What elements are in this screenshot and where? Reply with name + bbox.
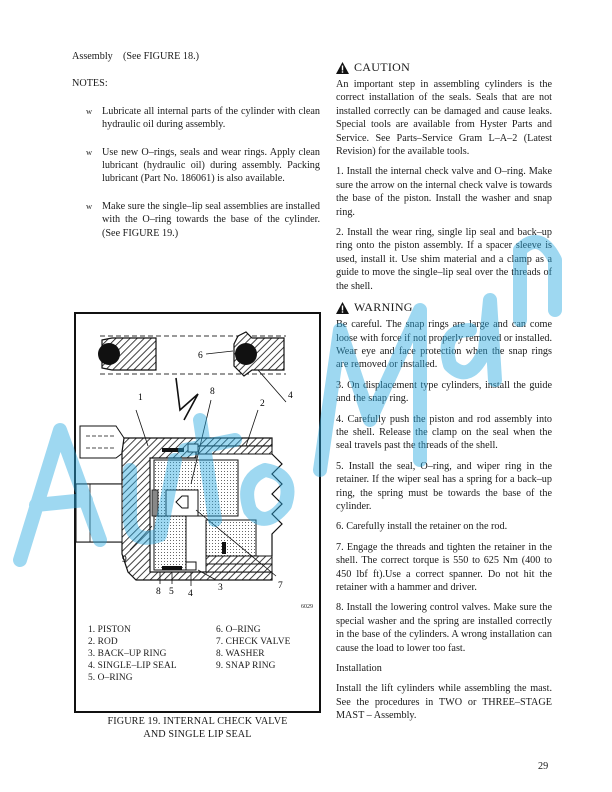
callout-4: 4 bbox=[288, 391, 293, 401]
legend-item: 1. PISTON bbox=[88, 625, 131, 635]
left-column bbox=[72, 50, 320, 254]
installation-heading: Installation bbox=[336, 663, 382, 675]
step-6: 6. Carefully install the retainer on the rod. bbox=[336, 521, 508, 533]
step-7: 7. Engage the threads and tighten the retainer in the shell. The correct torque is 550 to 625 Nm (400 to 450 lbf ft).Use a correct spanner. Do not hit the retainer with a hammer and driver. bbox=[336, 541, 552, 593]
callout-1: 1 bbox=[138, 393, 143, 403]
step-3: 3. On displacement type cylinders, install the guide and the snap ring. bbox=[336, 379, 552, 405]
cylinder-cross-section-drawing bbox=[76, 314, 319, 604]
legend-item: 6. O–RING bbox=[216, 625, 261, 635]
note-item bbox=[86, 200, 320, 240]
legend-item: 8. WASHER bbox=[216, 649, 265, 659]
warning-heading bbox=[336, 300, 552, 315]
callout-4b: 4 bbox=[188, 589, 193, 599]
callout-8b: 8 bbox=[156, 587, 161, 597]
callout-6: 6 bbox=[198, 351, 203, 361]
right-column bbox=[336, 58, 552, 730]
warning-triangle-icon bbox=[336, 302, 349, 314]
step-4: 4. Carefully push the piston and rod assembly into the shell. Release the clamp on the seal when the seal travels past the threads of the shell. bbox=[336, 413, 552, 452]
bullet-icon: w bbox=[86, 105, 93, 116]
legend-item: 7. CHECK VALVE bbox=[216, 637, 291, 647]
note-text: Make sure the single–lip seal assemblies are installed with the O–ring towards the base of the cylinder. (See FIGURE 19.) bbox=[102, 200, 320, 239]
caution-text: An important step in assembling cylinders is the correct installation of the seals. Seals that are not installed correctly can be damaged and cause leaks. Special tools are available from Hyster Parts and Service. See Parts–Service Gram L–A–2 (Latest Revision) for the available tools. bbox=[336, 79, 552, 158]
legend-item: 5. O–RING bbox=[88, 673, 133, 683]
note-text: Use new O–rings, seals and wear rings. Apply clean lubricant (hydraulic oil) during assembly. Packing lubricant (Part No. 186061) is also available. bbox=[102, 146, 320, 185]
drawing-id: 6029 bbox=[301, 604, 313, 610]
step-8: 8. Install the lowering control valves. Make sure the special washer and the spring are installed correctly in the base of the cylinders. A wrong installation can cause the load to lower too fast. bbox=[336, 602, 552, 654]
note-item bbox=[86, 146, 320, 186]
bullet-icon: w bbox=[86, 200, 93, 211]
section-title: Assembly (See FIGURE 18.) bbox=[72, 51, 200, 62]
callout-7: 7 bbox=[278, 581, 283, 591]
warning-label: WARNING bbox=[354, 300, 413, 315]
caption-line-1: FIGURE 19. INTERNAL CHECK VALVE bbox=[107, 716, 288, 727]
callout-3: 3 bbox=[218, 583, 223, 593]
callout-2: 2 bbox=[260, 399, 265, 409]
caption-line-2: AND SINGLE LIP SEAL bbox=[143, 728, 252, 740]
legend-item: 4. SINGLE–LIP SEAL bbox=[88, 661, 177, 671]
step-5: 5. Install the seal, O–ring, and wiper ring in the retainer. If the wiper seal has a spring for a back–up ring, the spring must be towards the base of the cylinder. bbox=[336, 460, 552, 512]
figure-caption bbox=[74, 716, 321, 741]
step-2: 2. Install the wear ring, single lip seal and back–up ring onto the piston assembly. If a spacer sleeve is used, install it. Use shim material and a clamp as a guide to move the single–lip seal over the threads of the shell. bbox=[336, 227, 552, 292]
notes-heading: NOTES: bbox=[72, 78, 108, 90]
legend-right bbox=[216, 624, 290, 672]
legend-left bbox=[88, 624, 177, 684]
figure-19-frame bbox=[74, 312, 321, 713]
warning-triangle-icon bbox=[336, 62, 349, 74]
legend-item: 3. BACK–UP RING bbox=[88, 649, 167, 659]
note-item bbox=[86, 105, 320, 132]
caution-label: CAUTION bbox=[354, 60, 411, 74]
legend-item: 2. ROD bbox=[88, 637, 118, 647]
legend-item: 9. SNAP RING bbox=[216, 661, 276, 671]
caution-heading bbox=[336, 60, 552, 75]
note-text: Lubricate all internal parts of the cylinder with clean hydraulic oil during assembly. bbox=[102, 105, 320, 131]
page-number: 29 bbox=[538, 761, 549, 772]
callout-9: 9 bbox=[122, 555, 127, 565]
bullet-icon: w bbox=[86, 146, 93, 157]
warning-text: Be careful. The snap rings are large and can come loose with force if not properly removed or installed. Wear eye and face protection when the snap rings are removed or installed. bbox=[336, 319, 552, 371]
callout-5: 5 bbox=[169, 587, 174, 597]
callout-8: 8 bbox=[210, 387, 215, 397]
step-1: 1. Install the internal check valve and O–ring. Make sure the arrow on the internal check valve is towards the base of the piston. Install the washer and snap ring. bbox=[336, 166, 552, 218]
installation-text: Install the lift cylinders while assembling the mast. See the procedures in TWO or THREE–STAGE MAST – Assembly. bbox=[336, 683, 552, 722]
